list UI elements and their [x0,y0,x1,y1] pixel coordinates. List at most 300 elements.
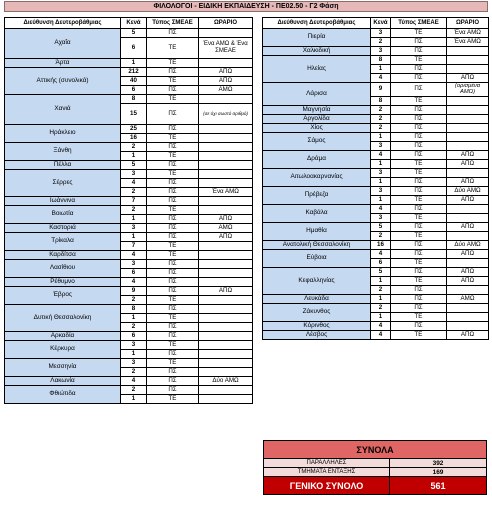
vacancies-cell: 212 [121,68,147,77]
schedule-cell: ΑΠΩ [447,150,489,159]
vacancies-cell: 1 [371,65,391,74]
table-row [263,222,489,231]
region-cell: Λασίθιου [5,260,121,278]
vacancies-cell: 3 [121,224,147,233]
region-cell: Μεσσηνία [5,359,121,377]
header-row [5,18,253,29]
type-cell: ΠΣ [147,260,199,269]
region-cell: Αττικής (συνολικά) [5,68,121,95]
schedule-cell: ΑΜΩ [447,294,489,303]
table-row [263,186,489,195]
schedule-cell [447,231,489,240]
type-cell: ΠΣ [391,47,447,56]
type-cell: ΤΕ [147,251,199,260]
region-cell: Πιερία [263,29,371,47]
region-cell: Ημαθία [263,222,371,240]
schedule-cell: ΑΠΩ [199,215,253,224]
table-row [5,224,253,233]
region-cell: Πρέβεζα [263,186,371,204]
table-row [5,161,253,170]
type-cell: ΤΕ [147,296,199,305]
type-cell: ΠΣ [391,321,447,330]
schedule-cell [447,114,489,123]
vacancies-cell: 2 [121,296,147,305]
type-cell: ΤΕ [147,341,199,350]
vacancies-table-left [4,17,253,404]
schedule-cell [447,47,489,56]
type-cell: ΠΣ [147,143,199,152]
table-row [5,206,253,215]
type-cell: ΤΕ [391,312,447,321]
vacancies-cell: 3 [371,213,391,222]
region-cell: Λάρισα [263,83,371,106]
schedule-cell: ΑΠΩ [447,276,489,285]
vacancies-cell: 4 [371,249,391,258]
vacancies-cell: 2 [121,188,147,197]
schedule-cell: ΑΠΩ [447,249,489,258]
region-cell: Ξάνθη [5,143,121,161]
schedule-cell: ΑΠΩ [199,287,253,296]
grand-total-value: 561 [390,477,487,495]
type-cell: ΠΣ [391,222,447,231]
type-cell: ΠΣ [391,141,447,150]
region-cell: Χανιά [5,95,121,125]
schedule-cell: ΑΠΩ [447,177,489,186]
type-cell: ΤΕ [147,170,199,179]
vacancies-cell: 2 [371,303,391,312]
vacancies-cell: 16 [121,134,147,143]
region-cell: Λέσβος [263,330,371,339]
type-cell: ΠΣ [147,350,199,359]
region-cell: Ηλείας [263,56,371,83]
table-row [5,287,253,296]
totals-table [263,440,487,495]
vacancies-cell: 7 [121,197,147,206]
schedule-cell [199,260,253,269]
table-row [5,143,253,152]
integration-value: 169 [390,468,487,477]
vacancies-cell: 4 [371,74,391,83]
region-cell: Ζάκυνθος [263,303,371,321]
vacancies-cell: 1 [371,276,391,285]
vacancies-cell: 3 [371,186,391,195]
region-cell: Αιτωλοακαρνανίας [263,168,371,186]
table-row [263,56,489,65]
vacancies-cell: 4 [371,330,391,339]
schedule-cell [447,213,489,222]
type-header: Τύπος ΣΜΕΑΕ [147,18,199,29]
region-cell: Καστοριά [5,224,121,233]
table-row [263,330,489,339]
vacancies-cell: 2 [121,323,147,332]
totals-heading: ΣΥΝΟΛΑ [264,441,487,459]
type-cell: ΠΣ [147,233,199,242]
grand-total-label: ΓΕΝΙΚΟ ΣΥΝΟΛΟ [264,477,390,495]
schedule-cell: Ένα ΑΜΩ [447,38,489,47]
type-cell: ΤΕ [391,96,447,105]
table-row [263,47,489,56]
schedule-cell: (ορισμένα ΑΜΩ) [447,83,489,97]
page-title: ΦΙΛΟΛΟΓΟΙ - ΕΙΔΙΚΗ ΕΚΠΑΙΔΕΥΣΗ - ΠΕ02.50 - Γ2 Φάση [4,1,488,12]
schedule-cell [199,314,253,323]
type-cell: ΠΣ [391,204,447,213]
type-cell: ΤΕ [391,213,447,222]
vacancies-cell: 3 [371,168,391,177]
schedule-cell [199,152,253,161]
vacancies-cell: 4 [121,251,147,260]
type-cell: ΠΣ [391,267,447,276]
vacancies-cell: 5 [371,267,391,276]
type-cell: ΠΣ [391,38,447,47]
vacancies-cell: 40 [121,77,147,86]
schedule-cell [199,323,253,332]
schedule-cell [199,29,253,38]
type-cell: ΠΣ [147,386,199,395]
type-cell: ΠΣ [147,278,199,287]
vacancies-cell: 3 [121,260,147,269]
schedule-cell: (σε όχι σωστό αριθμό) [199,104,253,125]
schedule-cell: Δύο ΑΜΩ [447,240,489,249]
type-cell: ΤΕ [147,359,199,368]
region-cell: Τρίκαλα [5,233,121,251]
schedule-cell: Δύο ΑΜΩ [199,377,253,386]
vacancies-cell: 6 [371,258,391,267]
integration-label: ΤΜΗΜΑΤΑ ΕΝΤΑΞΗΣ [264,468,390,477]
vacancies-cell: 1 [121,215,147,224]
schedule-cell: Ένα ΑΜΩ [447,29,489,38]
schedule-cell [199,305,253,314]
schedule-cell: ΑΠΩ [199,68,253,77]
region-cell: Πέλλα [5,161,121,170]
region-cell: Ρέθυμνο [5,278,121,287]
vacancies-cell: 1 [371,195,391,204]
table-row [263,105,489,114]
type-cell: ΠΣ [147,179,199,188]
type-cell: ΤΕ [391,330,447,339]
schedule-cell [199,386,253,395]
region-cell: Σάμος [263,132,371,150]
type-cell: ΠΣ [147,68,199,77]
type-cell: ΤΕ [391,56,447,65]
vacancies-cell: 2 [371,114,391,123]
vacancies-cell: 2 [371,231,391,240]
vacancies-cell: 8 [121,95,147,104]
type-cell: ΤΕ [391,258,447,267]
vacancies-cell: 1 [121,59,147,68]
type-cell: ΠΣ [147,197,199,206]
type-cell: ΠΣ [147,161,199,170]
schedule-header: ΩΡΑΡΙΟ [199,18,253,29]
vacancies-header: Κενά [371,18,391,29]
vacancies-cell: 25 [121,125,147,134]
schedule-cell: Ένα ΑΜΩ [199,188,253,197]
table-row [5,386,253,395]
vacancies-cell: 5 [371,222,391,231]
type-cell: ΤΕ [147,59,199,68]
schedule-cell [199,251,253,260]
vacancies-cell: 15 [121,104,147,125]
region-cell: Ιωάννινα [5,197,121,206]
schedule-cell [447,123,489,132]
schedule-cell [199,206,253,215]
schedule-cell: ΑΠΩ [447,330,489,339]
table-row [5,233,253,242]
table-row [5,305,253,314]
schedule-cell [199,332,253,341]
region-cell: Αρκαδία [5,332,121,341]
schedule-cell [199,296,253,305]
table-row [5,251,253,260]
vacancies-cell: 6 [121,269,147,278]
type-cell: ΠΣ [391,285,447,294]
schedule-cell: Ένα ΑΜΩ & Ένα ΣΜΕΑΕ [199,38,253,59]
table-row [5,377,253,386]
schedule-cell [199,368,253,377]
table-row [5,278,253,287]
table-row [5,68,253,77]
schedule-cell: ΑΠΩ [447,195,489,204]
type-cell: ΠΣ [391,186,447,195]
vacancies-cell: 8 [371,96,391,105]
table-row [5,29,253,38]
vacancies-cell: 1 [121,395,147,404]
table-row [263,29,489,38]
schedule-cell [199,134,253,143]
region-cell: Καρδίτσα [5,251,121,260]
type-cell: ΠΣ [391,74,447,83]
schedule-cell [447,96,489,105]
type-cell: ΠΣ [147,305,199,314]
region-cell: Δυτική Θεσσαλονίκη [5,305,121,332]
region-cell: Δράμα [263,150,371,168]
schedule-cell [199,125,253,134]
type-cell: ΤΕ [147,134,199,143]
table-row [5,260,253,269]
table-row [5,59,253,68]
type-cell: ΤΕ [391,231,447,240]
table-row [263,267,489,276]
schedule-cell [199,161,253,170]
type-cell: ΠΣ [147,332,199,341]
schedule-cell [199,170,253,179]
vacancies-cell: 8 [371,56,391,65]
type-cell: ΠΣ [391,177,447,186]
type-cell: ΠΣ [147,29,199,38]
type-cell: ΠΣ [147,125,199,134]
schedule-cell [199,341,253,350]
table-row [263,123,489,132]
vacancies-cell: 6 [121,38,147,59]
schedule-cell [447,105,489,114]
type-cell: ΠΣ [391,303,447,312]
type-cell: ΤΕ [147,38,199,59]
region-cell: Ηράκλειο [5,125,121,143]
type-cell: ΠΣ [147,368,199,377]
schedule-cell [199,143,253,152]
schedule-cell: ΑΠΩ [199,233,253,242]
region-header: Διεύθυνση Δευτεροβάθμιας [263,18,371,29]
schedule-cell [447,65,489,74]
region-cell: Φθιώτιδα [5,386,121,404]
vacancies-cell: 3 [121,170,147,179]
vacancies-cell: 2 [121,206,147,215]
table-row [5,95,253,104]
schedule-cell: ΑΠΩ [447,74,489,83]
vacancies-cell: 1 [121,233,147,242]
parallel-value: 392 [390,459,487,468]
table-row [5,125,253,134]
type-cell: ΤΕ [147,314,199,323]
type-cell: ΠΣ [391,123,447,132]
type-cell: ΤΕ [147,395,199,404]
region-cell: Έβρος [5,287,121,305]
region-cell: Καβάλα [263,204,371,222]
type-cell: ΤΕ [147,77,199,86]
schedule-cell [199,395,253,404]
schedule-cell: Δύο ΑΜΩ [447,186,489,195]
type-cell: ΠΣ [391,65,447,74]
schedule-cell [447,168,489,177]
vacancies-table-right [262,17,489,340]
vacancies-cell: 3 [371,141,391,150]
schedule-cell [199,179,253,188]
schedule-cell [199,269,253,278]
table-row [263,150,489,159]
type-cell: ΠΣ [147,86,199,95]
table-row [263,294,489,303]
schedule-cell [447,204,489,213]
vacancies-cell: 2 [121,143,147,152]
region-cell: Κεφαλληνίας [263,267,371,294]
type-cell: ΠΣ [147,377,199,386]
region-cell: Σέρρες [5,170,121,197]
schedule-cell [447,132,489,141]
vacancies-cell: 2 [371,285,391,294]
type-cell: ΠΣ [147,287,199,296]
type-cell: ΤΕ [391,195,447,204]
type-cell: ΤΕ [147,152,199,161]
schedule-cell [199,278,253,287]
schedule-cell [199,95,253,104]
region-cell: Εύβοια [263,249,371,267]
schedule-cell [447,141,489,150]
vacancies-cell: 1 [121,350,147,359]
region-cell: Βοιωτία [5,206,121,224]
vacancies-cell: 8 [121,305,147,314]
type-cell: ΠΣ [391,114,447,123]
table-row [263,83,489,97]
type-cell: ΤΕ [391,168,447,177]
schedule-cell [447,303,489,312]
vacancies-cell: 9 [371,83,391,97]
vacancies-cell: 3 [371,29,391,38]
table-row [263,240,489,249]
table-row [263,132,489,141]
table-row [263,321,489,330]
vacancies-cell: 4 [371,321,391,330]
table-row [263,114,489,123]
schedule-cell: ΑΠΩ [447,159,489,168]
schedule-cell: ΑΜΩ [199,86,253,95]
schedule-cell: ΑΠΩ [447,222,489,231]
region-cell: Λευκάδα [263,294,371,303]
vacancies-cell: 2 [371,105,391,114]
type-cell: ΤΕ [147,206,199,215]
type-cell: ΠΣ [391,150,447,159]
vacancies-cell: 9 [121,287,147,296]
type-cell: ΤΕ [147,242,199,251]
schedule-header: ΩΡΑΡΙΟ [447,18,489,29]
vacancies-cell: 4 [121,179,147,188]
schedule-cell: ΑΜΩ [199,224,253,233]
table-row [5,341,253,350]
type-cell: ΠΣ [391,240,447,249]
type-cell: ΠΣ [391,249,447,258]
schedule-cell [199,197,253,206]
region-cell: Αργολίδα [263,114,371,123]
table-row [5,332,253,341]
schedule-cell [199,350,253,359]
type-cell: ΠΣ [391,132,447,141]
type-cell: ΠΣ [147,215,199,224]
vacancies-cell: 1 [371,132,391,141]
schedule-cell [199,242,253,251]
type-header: Τύπος ΣΜΕΑΕ [391,18,447,29]
type-cell: ΠΣ [147,188,199,197]
type-cell: ΤΕ [147,95,199,104]
schedule-cell [199,59,253,68]
region-cell: Κέρκυρα [5,341,121,359]
type-cell: ΠΣ [147,323,199,332]
type-cell: ΤΕ [391,159,447,168]
type-cell: ΤΕ [391,29,447,38]
table-row [263,204,489,213]
type-cell: ΤΕ [391,276,447,285]
table-row [263,249,489,258]
type-cell: ΠΣ [147,269,199,278]
vacancies-cell: 2 [371,123,391,132]
vacancies-cell: 2 [121,368,147,377]
schedule-cell [447,258,489,267]
region-cell: Ανατολική Θεσσαλονίκη [263,240,371,249]
schedule-cell [447,285,489,294]
vacancies-cell: 5 [121,29,147,38]
vacancies-cell: 1 [371,159,391,168]
vacancies-cell: 2 [121,386,147,395]
vacancies-header: Κενά [121,18,147,29]
type-cell: ΠΣ [391,83,447,97]
vacancies-cell: 3 [121,341,147,350]
vacancies-cell: 1 [371,177,391,186]
table-row [263,168,489,177]
vacancies-cell: 4 [371,150,391,159]
vacancies-cell: 4 [371,204,391,213]
vacancies-cell: 3 [121,359,147,368]
vacancies-cell: 6 [121,332,147,341]
vacancies-cell: 1 [371,312,391,321]
schedule-cell [447,321,489,330]
vacancies-cell: 16 [371,240,391,249]
region-cell: Αχαΐα [5,29,121,59]
vacancies-cell: 4 [121,278,147,287]
vacancies-cell: 7 [121,242,147,251]
schedule-cell: ΑΠΩ [447,267,489,276]
type-cell: ΠΣ [147,224,199,233]
table-row [5,170,253,179]
vacancies-cell: 2 [371,38,391,47]
region-cell: Άρτα [5,59,121,68]
type-cell: ΠΣ [147,104,199,125]
